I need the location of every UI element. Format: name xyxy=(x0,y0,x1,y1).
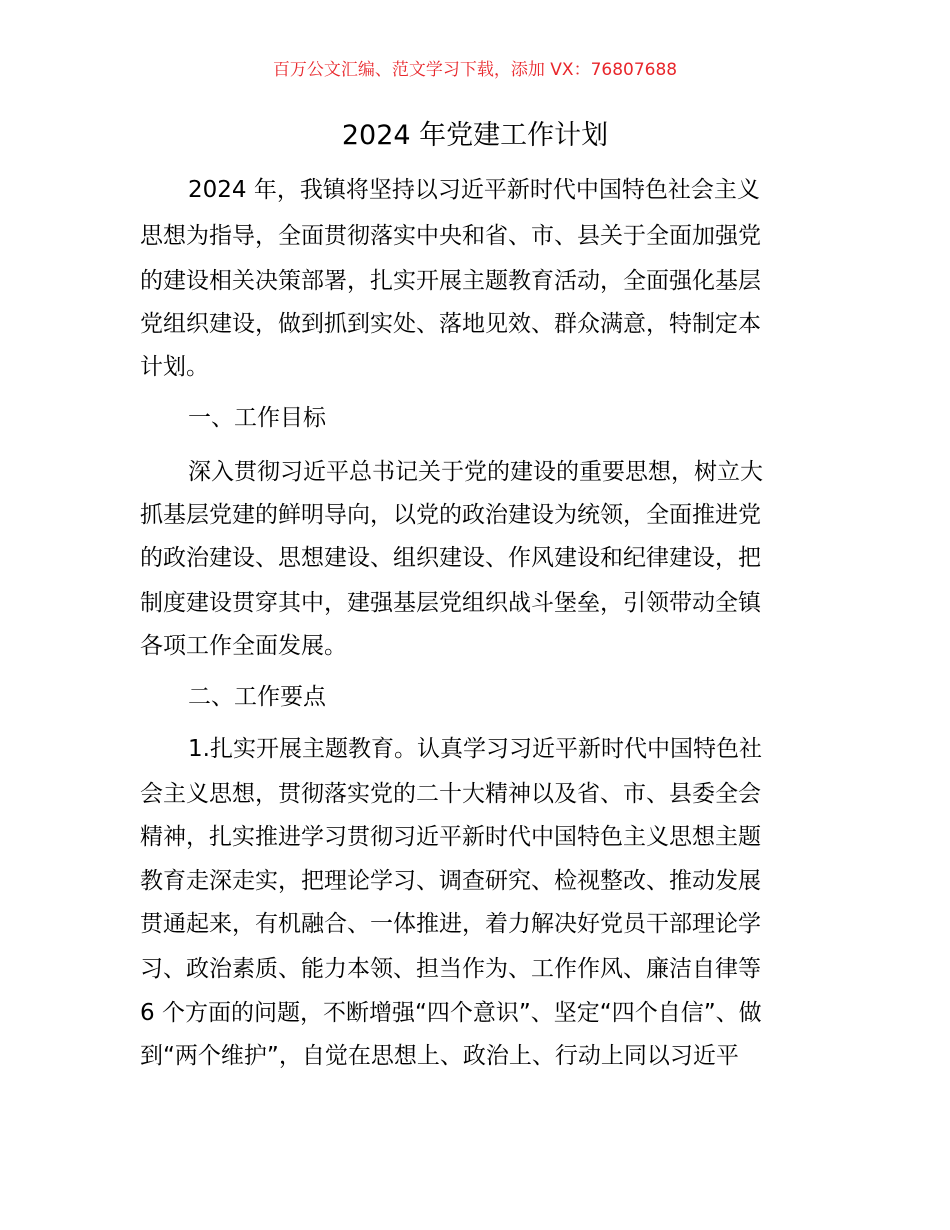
paragraph-1-line-2: 思想为指导，全面贯彻落实中央和省、市、县关于全面加强党 xyxy=(140,223,761,249)
paragraph-3-line-7: 6 个方面的问题，不断增强“四个意识”、坚定“四个自信”、做 xyxy=(140,1000,762,1026)
paragraph-2-line-1: 深入贯彻习近平总书记关于党的建设的重要思想，树立大 xyxy=(188,459,763,485)
paragraph-2-line-4: 制度建设贯穿其中，建强基层党组织战斗堡垒，引领带动全镇 xyxy=(140,590,761,616)
paragraph-3-line-6: 习、政治素质、能力本领、担当作为、工作作风、廉洁自律等 xyxy=(140,956,761,982)
section-heading-goals: 一、工作目标 xyxy=(188,405,326,431)
paragraph-3-line-5: 贯通起来，有机融合、一体推进，着力解决好党员干部理论学 xyxy=(140,911,761,937)
paragraph-3-line-8: 到“两个维护”，自觉在思想上、政治上、行动上同以习近平 xyxy=(140,1043,739,1069)
watermark-banner: 百万公文汇编、范文学习下载，添加 VX：76807688 xyxy=(272,60,678,80)
paragraph-1-line-4: 党组织建设，做到抓到实处、落地见效、群众满意，特制定本 xyxy=(140,311,761,337)
paragraph-2-line-2: 抓基层党建的鲜明导向，以党的政治建设为统领，全面推进党 xyxy=(140,502,761,528)
paragraph-2-line-5: 各项工作全面发展。 xyxy=(140,633,347,659)
paragraph-3-line-4: 教育走深走实，把理论学习、调查研究、检视整改、推动发展 xyxy=(140,868,761,894)
paragraph-3-line-3: 精神，扎实推进学习贯彻习近平新时代中国特色主义思想主题 xyxy=(140,824,761,850)
paragraph-1-line-5: 计划。 xyxy=(140,354,209,380)
paragraph-3-line-1: 1.扎实开展主题教育。认真学习习近平新时代中国特色社 xyxy=(188,736,762,762)
document-title: 2024 年党建工作计划 xyxy=(341,120,609,151)
paragraph-3-line-2: 会主义思想，贯彻落实党的二十大精神以及省、市、县委全会 xyxy=(140,781,761,807)
paragraph-1-line-1: 2024 年，我镇将坚持以习近平新时代中国特色社会主义 xyxy=(188,177,760,203)
paragraph-1-line-3: 的建设相关决策部署，扎实开展主题教育活动，全面强化基层 xyxy=(140,268,761,294)
paragraph-2-line-3: 的政治建设、思想建设、组织建设、作风建设和纪律建设，把 xyxy=(140,545,761,571)
section-heading-key-points: 二、工作要点 xyxy=(188,684,326,710)
